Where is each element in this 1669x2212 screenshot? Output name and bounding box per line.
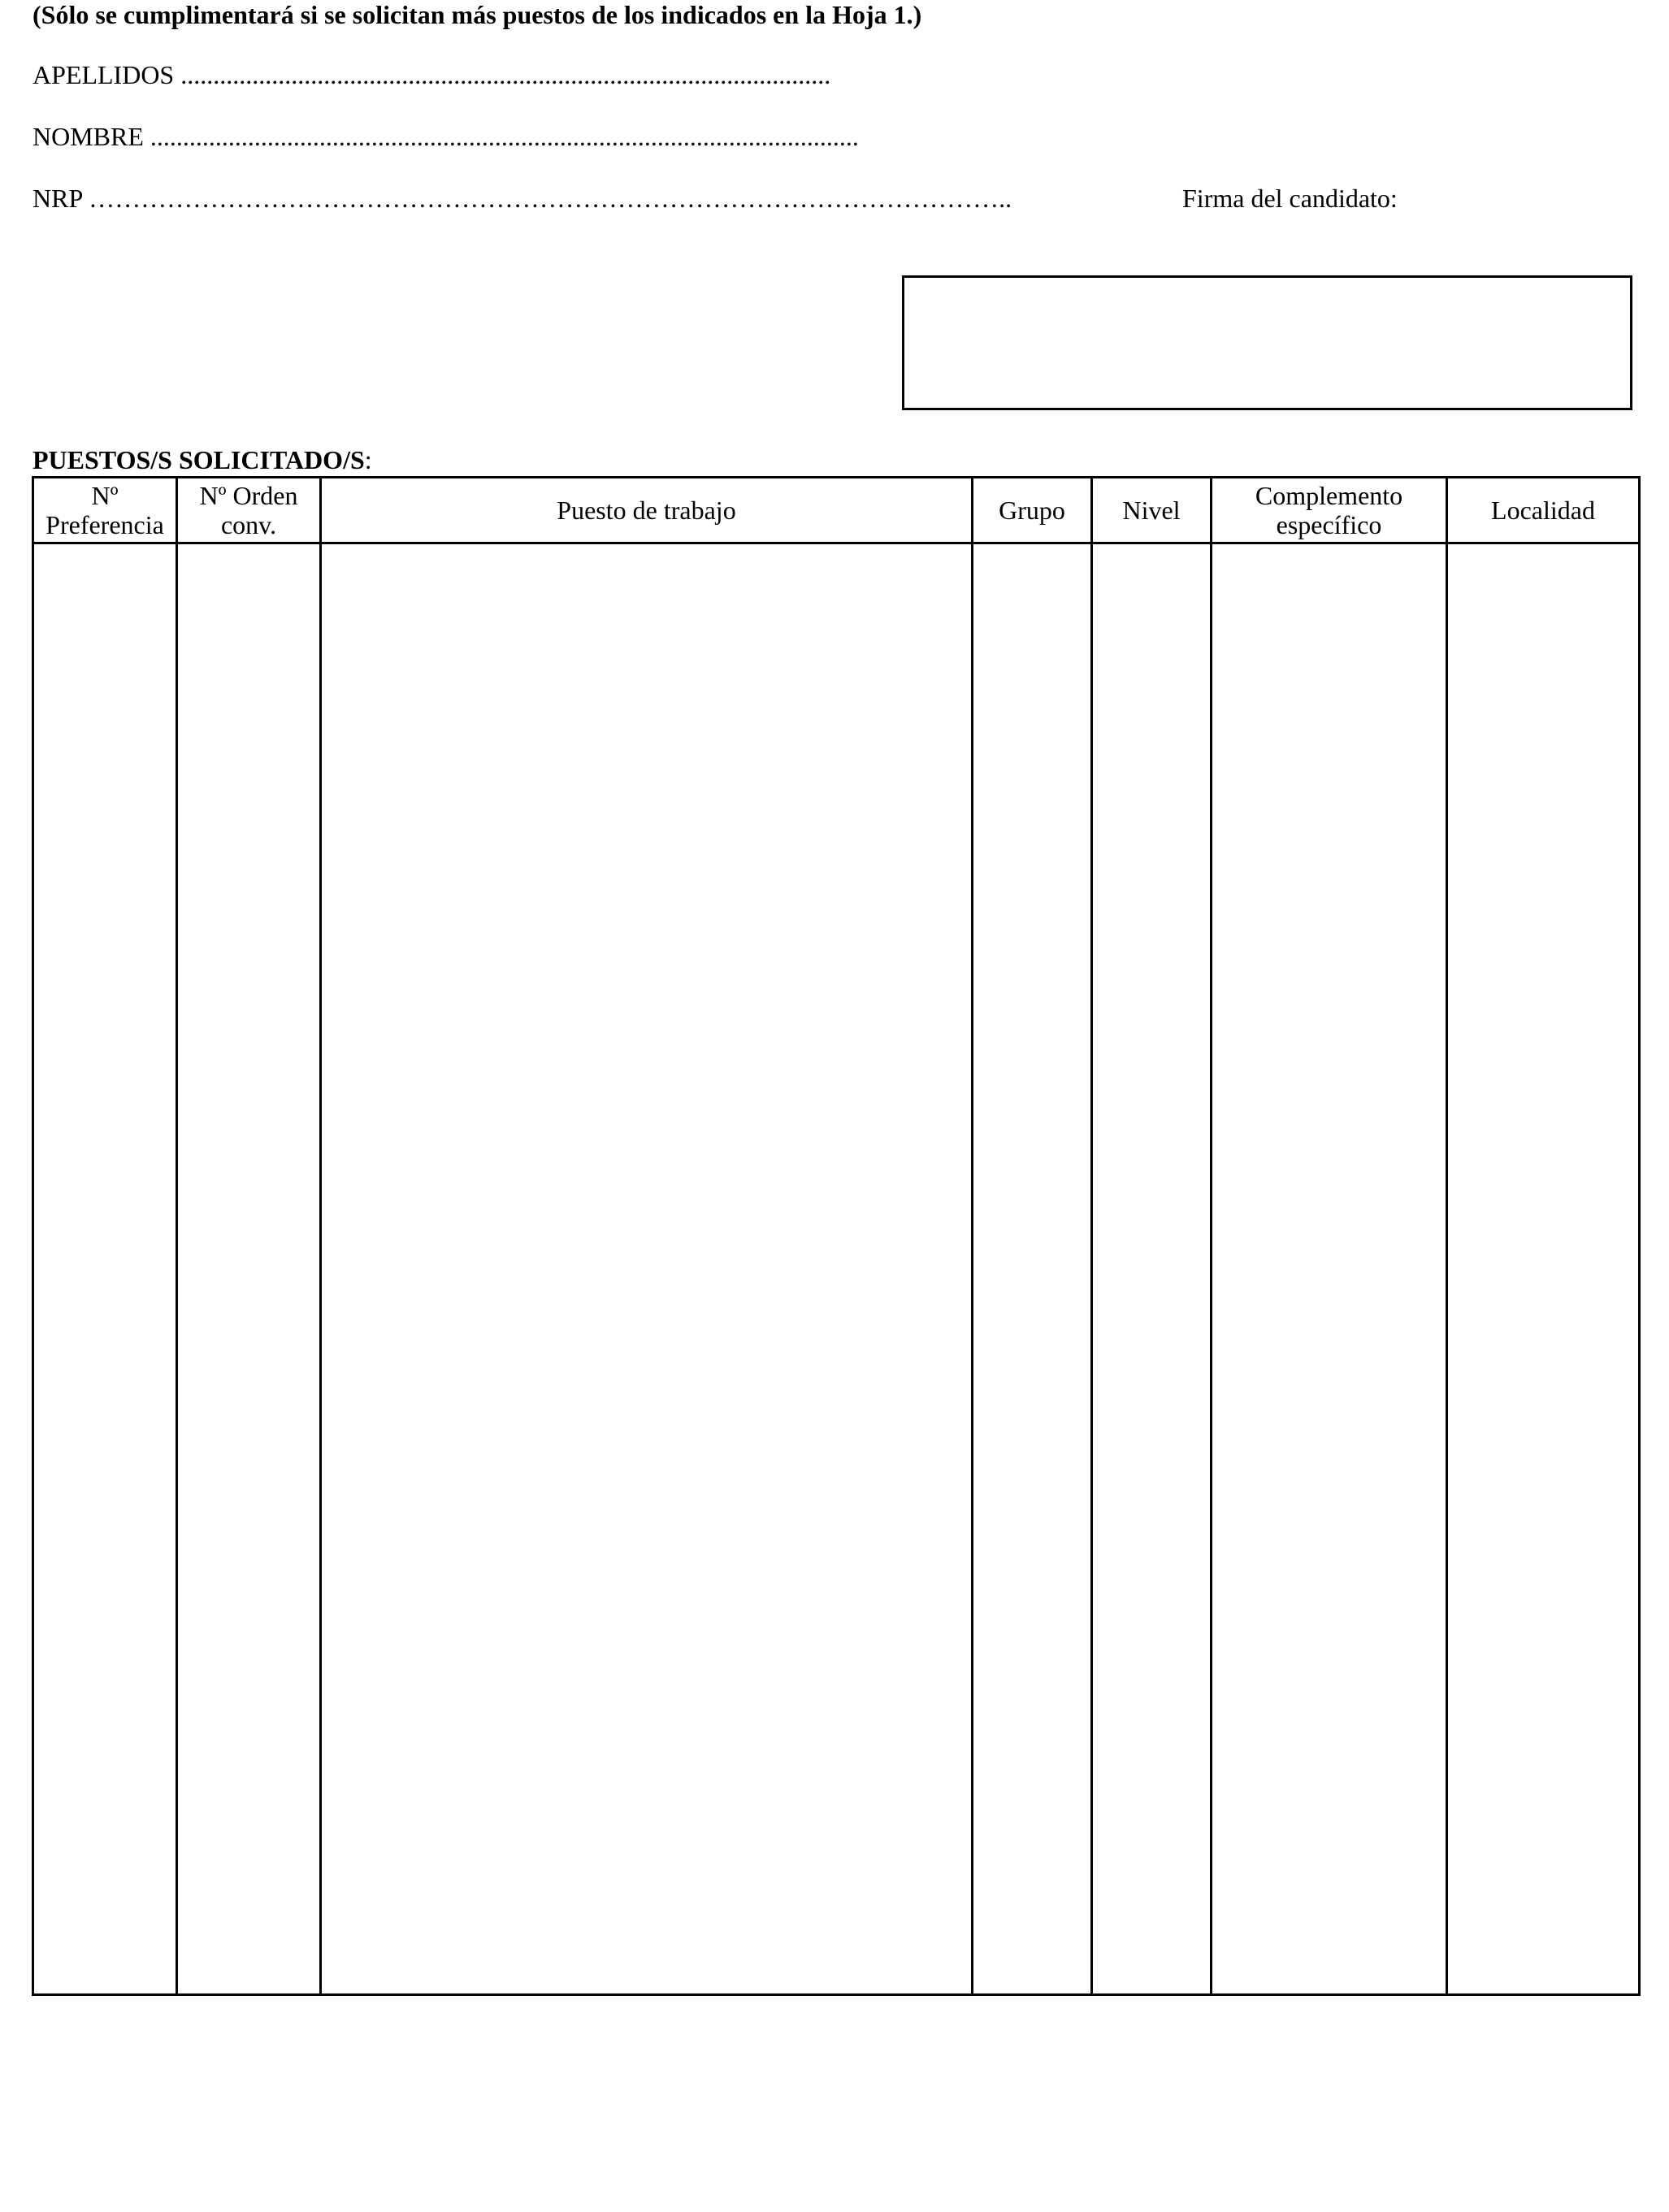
apellidos-label: APELLIDOS xyxy=(33,60,175,89)
header-nivel-line1: Nivel xyxy=(1122,496,1181,525)
header-nivel xyxy=(1092,478,1212,543)
header-preferencia-line1: Nº xyxy=(91,481,119,510)
section-title-colon: : xyxy=(364,445,372,474)
header-preferencia xyxy=(33,478,177,543)
cell-complemento-especifico[interactable] xyxy=(1212,543,1447,1995)
nombre-field[interactable] xyxy=(33,122,859,151)
header-localidad xyxy=(1447,478,1640,543)
header-grupo xyxy=(973,478,1092,543)
header-complemento-especifico xyxy=(1212,478,1447,543)
nombre-label: NOMBRE xyxy=(33,122,144,151)
section-title xyxy=(33,445,372,474)
apellidos-dotted-line: .................................................................................................... xyxy=(180,60,831,89)
header-grupo-line1: Grupo xyxy=(999,496,1065,525)
nrp-field[interactable] xyxy=(33,184,1012,213)
table-row xyxy=(33,543,1640,1995)
instruction-note: (Sólo se cumplimentará si se solicitan más puestos de los indicados en la Hoja 1.) xyxy=(33,0,922,29)
header-orden-conv-line2: conv. xyxy=(220,510,277,539)
nrp-dotted-line: …………………………………………………………………………………………….. xyxy=(89,184,1012,213)
cell-localidad[interactable] xyxy=(1447,543,1640,1995)
header-preferencia-line2: Preferencia xyxy=(46,510,164,539)
nrp-label: NRP xyxy=(33,184,83,213)
cell-nivel[interactable] xyxy=(1092,543,1212,1995)
apellidos-field[interactable] xyxy=(33,60,830,89)
puestos-table-container xyxy=(32,476,1638,1996)
table-header-row xyxy=(33,478,1640,543)
cell-puesto-de-trabajo[interactable] xyxy=(321,543,973,1995)
cell-preferencia[interactable] xyxy=(33,543,177,1995)
nombre-dotted-line: ............................................................................................................. xyxy=(150,122,859,151)
header-orden-conv-line1: Nº Orden xyxy=(199,481,298,510)
header-complemento-line2: específico xyxy=(1276,510,1382,539)
header-orden-conv xyxy=(177,478,321,543)
header-localidad-line1: Localidad xyxy=(1491,496,1595,525)
header-complemento-line1: Complemento xyxy=(1255,481,1403,510)
signature-label: Firma del candidato: xyxy=(1182,184,1398,213)
puestos-table xyxy=(32,476,1641,1996)
header-puesto-line1: Puesto de trabajo xyxy=(557,496,736,525)
section-title-text: PUESTOS/S SOLICITADO/S xyxy=(33,445,365,474)
cell-grupo[interactable] xyxy=(973,543,1092,1995)
signature-box[interactable] xyxy=(902,275,1632,410)
header-puesto-de-trabajo xyxy=(321,478,973,543)
cell-orden-conv[interactable] xyxy=(177,543,321,1995)
